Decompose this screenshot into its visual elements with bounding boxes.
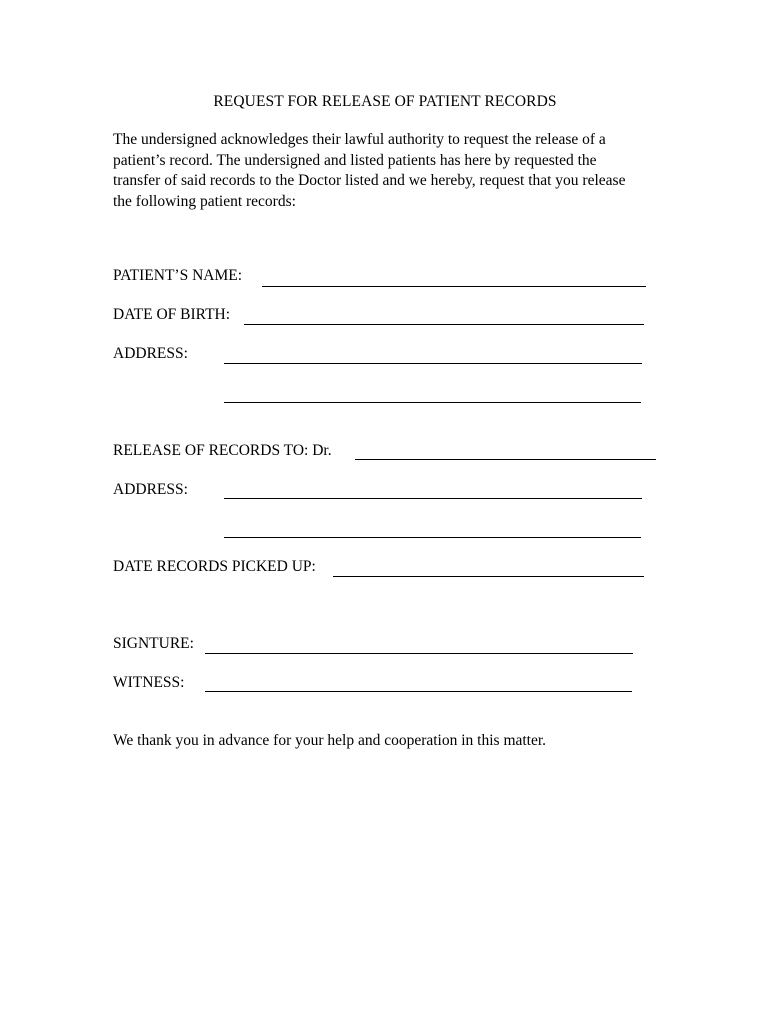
witness-label: WITNESS: xyxy=(113,674,185,691)
doctor-address-label: ADDRESS: xyxy=(113,481,188,498)
signature-label: SIGNTURE: xyxy=(113,635,194,652)
intro-line: transfer of said records to the Doctor listed and we hereby, request that you release xyxy=(113,172,626,190)
patient-address-line-1-field[interactable] xyxy=(224,363,642,364)
release-to-label: RELEASE OF RECORDS TO: Dr. xyxy=(113,442,332,459)
patient-address-line-2-field[interactable] xyxy=(224,402,641,403)
doctor-address-line-1-field[interactable] xyxy=(224,498,642,499)
intro-line: patient’s record. The undersigned and listed patients has here by requested the xyxy=(113,151,597,169)
patient-name-field[interactable] xyxy=(262,286,646,287)
date-picked-up-field[interactable] xyxy=(333,576,644,577)
doctor-address-line-2-field[interactable] xyxy=(224,537,641,538)
intro-paragraph xyxy=(113,130,673,213)
date-picked-up-label: DATE RECORDS PICKED UP: xyxy=(113,558,316,575)
signature-field[interactable] xyxy=(205,653,633,654)
intro-line: the following patient records: xyxy=(113,193,296,211)
date-of-birth-field[interactable] xyxy=(244,324,644,325)
release-to-doctor-field[interactable] xyxy=(355,459,656,460)
witness-field[interactable] xyxy=(205,691,632,692)
patient-address-label: ADDRESS: xyxy=(113,345,188,362)
date-of-birth-label: DATE OF BIRTH: xyxy=(113,306,231,323)
closing-statement: We thank you in advance for your help and cooperation in this matter. xyxy=(113,732,547,749)
intro-line: The undersigned acknowledges their lawful authority to request the release of a xyxy=(113,131,606,148)
form-title: REQUEST FOR RELEASE OF PATIENT RECORDS xyxy=(213,93,557,110)
patient-name-label: PATIENT’S NAME: xyxy=(113,267,243,284)
